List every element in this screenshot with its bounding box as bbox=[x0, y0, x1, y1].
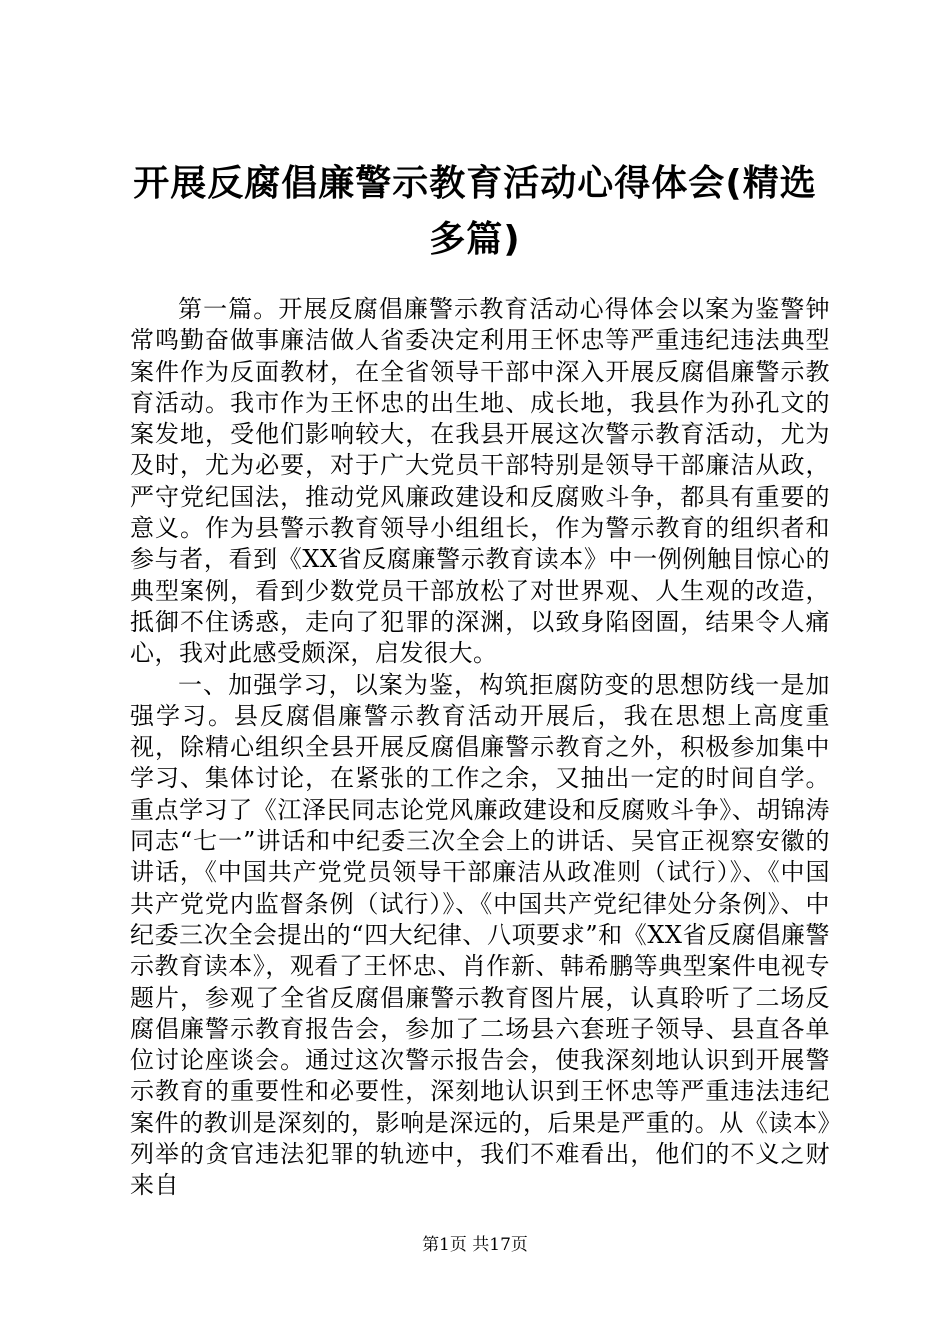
paragraph: 第一篇。开展反腐倡廉警示教育活动心得体会以案为鉴警钟常鸣勤奋做事廉洁做人省委决定利用王怀忠等严重违纪违法典型案件作为反面教材，在全省领导干部中深入开展反腐倡廉警示教育活动。我市作为王怀忠的出生地、成长地，我县作为孙孔文的案发地，受他们影响较大，在我县开展这次警示教育活动，尤为及时，尤为必要，对于广大党员干部特别是领导干部廉洁从政，严守党纪国法，推动党风廉政建设和反腐败斗争，都具有重要的意义。作为县警示教育领导小组组长，作为警示教育的组织者和参与者，看到《XX省反腐廉警示教育读本》中一例例触目惊心的典型案例，看到少数党员干部放松了对世界观、人生观的改造，抵御不住诱惑，走向了犯罪的深渊，以致身陷囹圄，结果令人痛心，我对此感受颇深，启发很大。 bbox=[130, 295, 830, 668]
page-number-footer: 第1页 共17页 bbox=[422, 1235, 528, 1255]
document-body bbox=[130, 294, 830, 1202]
document-title: 开展反腐倡廉警示教育活动心得体会(精选多篇) bbox=[133, 163, 817, 260]
paragraph: 一、加强学习，以案为鉴，构筑拒腐防变的思想防线一是加强学习。县反腐倡廉警示教育活动开展后，我在思想上高度重视，除精心组织全县开展反腐倡廉警示教育之外，积极参加集中学习、集体讨论，在紧张的工作之余，又抽出一定的时间自学。重点学习了《江泽民同志论党风廉政建设和反腐败斗争》、胡锦涛同志“七一”讲话和中纪委三次全会上的讲话、吴官正视察安徽的讲话，《中国共产党党员领导干部廉洁从政准则（试行）》、《中国共产党党内监督条例（试行）》、《中国共产党纪律处分条例》、中纪委三次全会提出的“四大纪律、八项要求”和《XX省反腐倡廉警示教育读本》，观看了王怀忠、肖作新、韩希鹏等典型案件电视专题片，参观了全省反腐倡廉警示教育图片展，认真聆听了二场反腐倡廉警示教育报告会，参加了二场县六套班子领导、县直各单位讨论座谈会。通过这次警示报告会，使我深刻地认识到开展警示教育的重要性和必要性，深刻地认识到王怀忠等严重违法违纪案件的教训是深刻的，影响是深远的，后果是严重的。从《读本》列举的贪官违法犯罪的轨迹中，我们不难看出，他们的不义之财来自 bbox=[130, 670, 830, 1200]
